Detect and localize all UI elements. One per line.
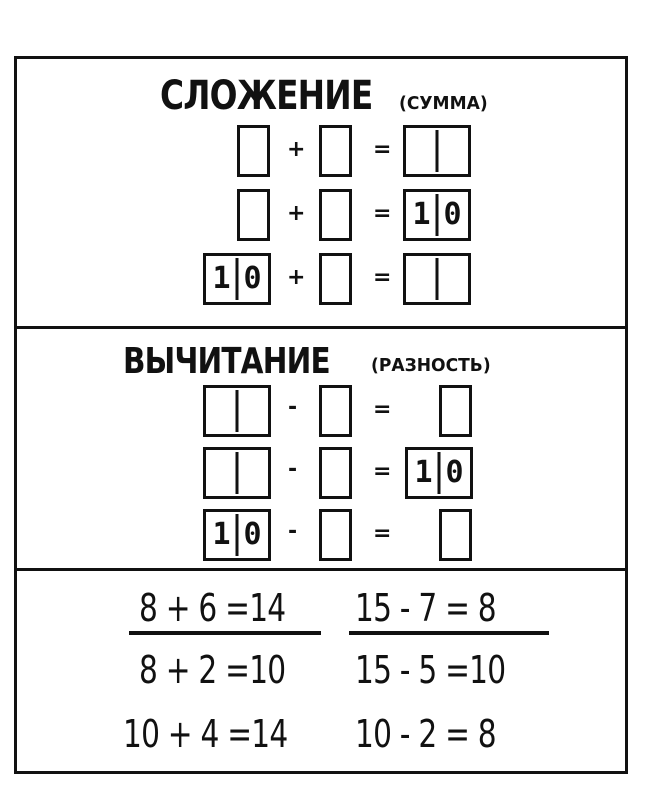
subtrahend-box[interactable] [319, 385, 352, 437]
sum-box-ten[interactable] [403, 189, 471, 241]
minuend-box[interactable] [203, 385, 271, 437]
digit: 1 [212, 261, 231, 296]
digit: 0 [445, 455, 464, 490]
equals-sign: = [373, 201, 392, 226]
minus-sign: - [288, 519, 298, 544]
examples-section [17, 571, 625, 771]
plus-sign: + [287, 265, 306, 290]
underline [129, 631, 321, 635]
equals-sign: = [373, 521, 392, 546]
addition-title: СЛОЖЕНИЕ [160, 73, 373, 119]
addend-box-ten[interactable] [203, 253, 271, 305]
minus-sign: - [288, 395, 298, 420]
digit: 0 [243, 261, 262, 296]
digit: 1 [212, 517, 231, 552]
digit: 0 [443, 197, 462, 232]
difference-box[interactable] [439, 509, 472, 561]
addend-box-2[interactable] [319, 189, 352, 241]
plus-sign: + [287, 137, 306, 162]
addend-box-1[interactable] [237, 189, 270, 241]
example-equation: 10 + 4 =14 [123, 712, 288, 756]
equals-sign: = [373, 397, 392, 422]
minus-sign: - [288, 457, 298, 482]
plus-sign: + [287, 201, 306, 226]
example-equation: 8 + 2 =10 [139, 648, 286, 692]
addend-box-1[interactable] [237, 125, 270, 177]
subtraction-section [17, 329, 625, 571]
underline [349, 631, 549, 635]
addend-box-2[interactable] [319, 253, 352, 305]
minuend-box-ten[interactable] [203, 509, 271, 561]
digit: 0 [243, 517, 262, 552]
addend-box-2[interactable] [319, 125, 352, 177]
example-equation: 15 - 7 = 8 [355, 586, 496, 630]
subtraction-subtitle: (РАЗНОСТЬ) [371, 355, 491, 376]
example-equation: 10 - 2 = 8 [355, 712, 496, 756]
minuend-box[interactable] [203, 447, 271, 499]
subtrahend-box[interactable] [319, 447, 352, 499]
digit: 1 [414, 455, 433, 490]
example-equation: 15 - 5 =10 [355, 648, 506, 692]
sum-box[interactable] [403, 125, 471, 177]
digit: 1 [412, 197, 431, 232]
difference-box-ten[interactable] [405, 447, 473, 499]
equals-sign: = [373, 459, 392, 484]
example-equation: 8 + 6 =14 [139, 586, 286, 630]
addition-section [17, 59, 625, 329]
equals-sign: = [373, 137, 392, 162]
equals-sign: = [373, 265, 392, 290]
difference-box[interactable] [439, 385, 472, 437]
subtrahend-box[interactable] [319, 509, 352, 561]
addition-subtitle: (СУММА) [399, 93, 488, 114]
subtraction-title: ВЫЧИТАНИЕ [123, 341, 330, 382]
sum-box[interactable] [403, 253, 471, 305]
worksheet-frame [14, 56, 628, 774]
